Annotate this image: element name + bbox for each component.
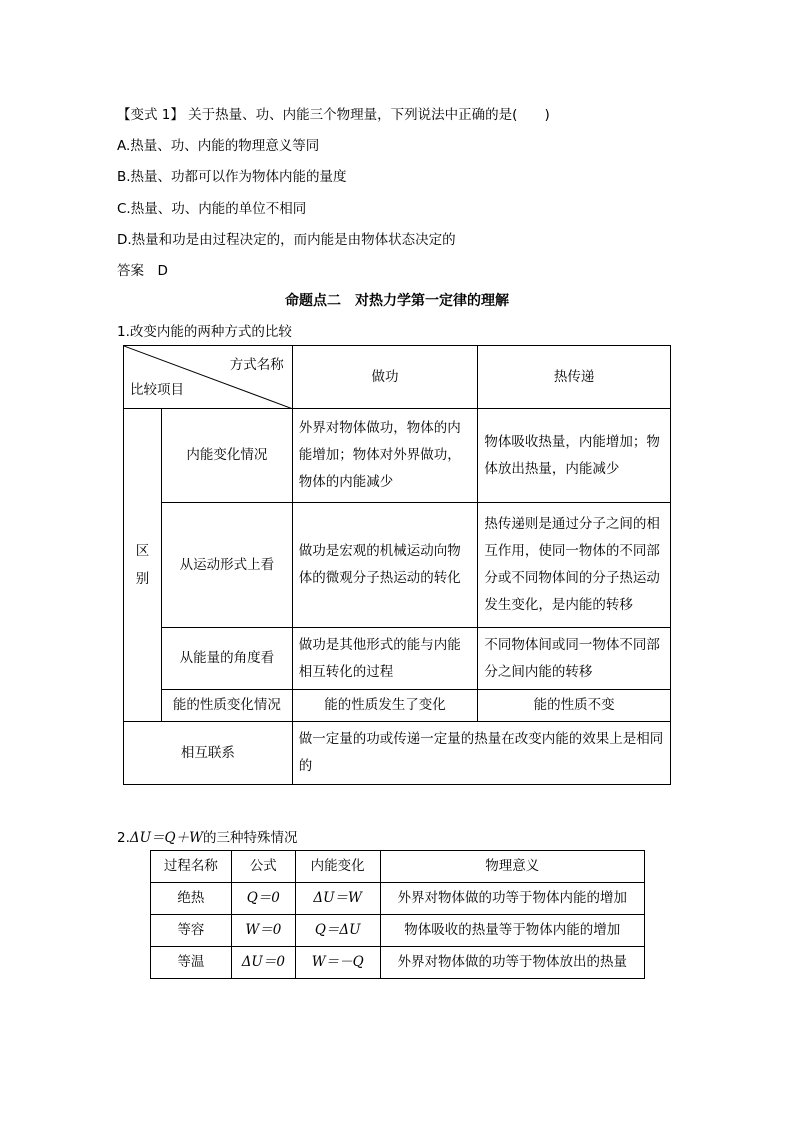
row-label: 能的性质变化情况 (161, 690, 292, 722)
header-compare-item: 比较项目 (130, 382, 184, 398)
relation-text: 做一定量的功或传递一定量的热量在改变内能的效果上是相同的 (292, 722, 670, 785)
col-header-work: 做功 (292, 346, 478, 409)
header-diagonal-cell (124, 346, 293, 409)
cell-work: 能的性质发生了变化 (292, 690, 478, 722)
group-char-2: 别 (135, 571, 150, 587)
cell-work: 做功是宏观的机械运动向物体的微观分子热运动的转化 (292, 503, 478, 628)
header-meaning: 物理意义 (380, 851, 644, 883)
process-name: 等容 (151, 915, 232, 947)
group-label-difference (124, 409, 162, 722)
special-cases-table (150, 850, 645, 979)
header-method-name: 方式名称 (229, 357, 284, 373)
cell-heat: 物体吸收热量，内能增加；物体放出热量，内能减少 (478, 409, 671, 503)
cell-work: 外界对物体做功，物体的内能增加；物体对外界做功，物体的内能减少 (292, 409, 478, 503)
row-label: 内能变化情况 (161, 409, 292, 503)
table1-heading: 1.改变内能的两种方式的比较 (117, 324, 292, 340)
cell-work: 做功是其他形式的能与内能相互转化的过程 (292, 628, 478, 690)
relation-label: 相互联系 (124, 722, 293, 785)
option-a: A.热量、功、内能的物理意义等同 (117, 138, 320, 154)
table2-heading (117, 826, 297, 846)
section-title: 命题点二 对热力学第一定律的理解 (285, 293, 509, 309)
cell-heat: 不同物体间或同一物体不同部分之间内能的转移 (478, 628, 671, 690)
meaning-cell: 外界对物体做的功等于物体内能的增加 (380, 883, 644, 915)
option-c: C.热量、功、内能的单位不相同 (117, 201, 307, 217)
question-stem: 【变式 1】 关于热量、功、内能三个物理量，下列说法中正确的是( ) (117, 107, 550, 123)
header-energy-change: 内能变化 (295, 851, 380, 883)
header-process: 过程名称 (151, 851, 232, 883)
energy-change-cell: W＝－Q (295, 947, 380, 979)
answer: 答案 D (117, 263, 168, 279)
energy-change-cell: Q＝ΔU (295, 915, 380, 947)
process-name: 等温 (151, 947, 232, 979)
meaning-cell: 外界对物体做的功等于物体放出的热量 (380, 947, 644, 979)
heading-prefix: 2. (117, 830, 130, 846)
meaning-cell: 物体吸收的热量等于物体内能的增加 (380, 915, 644, 947)
header-formula: 公式 (231, 851, 295, 883)
formula-cell: Q＝0 (231, 883, 295, 915)
formula-cell: W＝0 (231, 915, 295, 947)
option-b: B.热量、功都可以作为物体内能的量度 (117, 169, 347, 185)
energy-change-cell: ΔU＝W (295, 883, 380, 915)
heading-suffix: 的三种特殊情况 (202, 830, 298, 846)
comparison-table (123, 345, 671, 785)
group-char-1: 区 (135, 543, 150, 559)
row-label: 从运动形式上看 (161, 503, 292, 628)
process-name: 绝热 (151, 883, 232, 915)
col-header-heat: 热传递 (478, 346, 671, 409)
cell-heat: 能的性质不变 (478, 690, 671, 722)
row-label: 从能量的角度看 (161, 628, 292, 690)
cell-heat: 热传递则是通过分子之间的相互作用，使同一物体的不同部分或不同物体间的分子热运动发生变化，是内能的转移 (478, 503, 671, 628)
heading-formula: ΔU＝Q＋W (129, 830, 203, 846)
formula-cell: ΔU＝0 (231, 947, 295, 979)
option-d: D.热量和功是由过程决定的，而内能是由物体状态决定的 (117, 232, 456, 248)
